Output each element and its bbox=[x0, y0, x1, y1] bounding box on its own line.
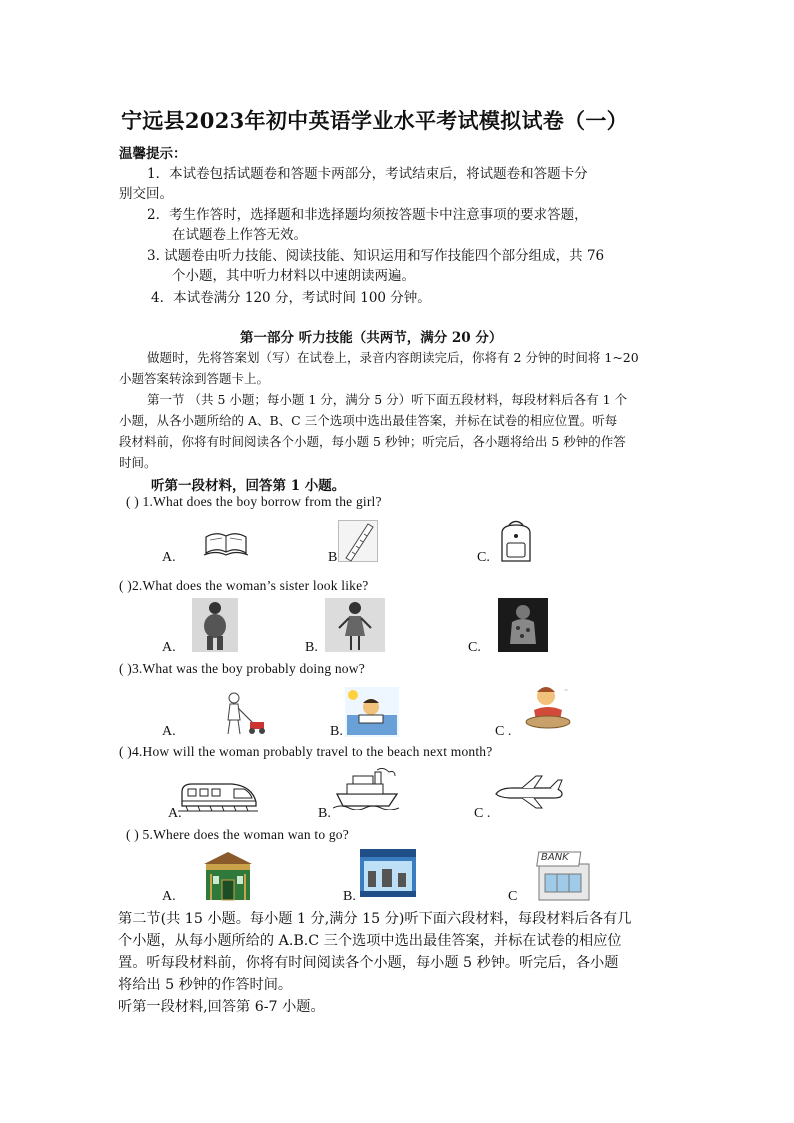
reminder-item: 个小题，其中听力材料以中速朗读两遍。 bbox=[172, 268, 415, 284]
option-label: A. bbox=[162, 889, 176, 904]
ship-icon bbox=[333, 768, 401, 810]
option-label: C. bbox=[477, 550, 490, 565]
reminder-item: 在试题卷上作答无效。 bbox=[172, 227, 307, 243]
slim-girl-icon bbox=[325, 598, 385, 652]
library-building-icon bbox=[202, 850, 254, 902]
heavy-woman-icon bbox=[192, 598, 238, 652]
section2-instructions: 将给出 5 秒钟的作答时间。 bbox=[118, 977, 293, 993]
section2-instructions: 个小题，从每小题所给的 A.B.C 三个选项中选出最佳答案，并标在试卷的相应位 bbox=[118, 933, 622, 949]
part1-heading: 第一部分 听力技能（共两节，满分 20 分） bbox=[240, 330, 503, 346]
page-title: 宁远县2023年初中英语学业水平考试模拟试卷（一） bbox=[121, 108, 628, 133]
option-label: C. bbox=[468, 640, 481, 655]
ruler-icon bbox=[338, 520, 378, 562]
shop-building-icon bbox=[358, 847, 418, 899]
listen-first-material-section2: 听第一段材料,回答第 6-7 小题。 bbox=[118, 999, 325, 1015]
reminder-item: 1．本试卷包括试题卷和答题卡两部分，考试结束后，将试题卷和答题卡分 bbox=[147, 166, 588, 182]
option-label: B. bbox=[343, 889, 356, 904]
question-5: ( ) 5.Where does the woman wan to go? bbox=[126, 827, 349, 842]
question-3: ( )3.What was the boy probably doing now? bbox=[119, 661, 365, 676]
reminder-item: 3. 试题卷由听力技能、阅读技能、知识运用和写作技能四个部分组成，共 76 bbox=[147, 248, 605, 264]
bank-sign: BANK bbox=[541, 852, 569, 863]
option-label: A. bbox=[162, 640, 176, 655]
studying-boy-icon bbox=[345, 687, 399, 737]
section1-instructions: 段材料前，你将有时间阅读各个小题，每小题 5 秒钟；听完后，各小题将给出 5 秒钟的作答 bbox=[119, 434, 626, 449]
woman-in-coat-icon bbox=[498, 598, 548, 652]
option-label: B. bbox=[318, 806, 331, 821]
option-label: C bbox=[508, 889, 518, 904]
reminder-item: 4．本试卷满分 120 分，考试时间 100 分钟。 bbox=[151, 290, 431, 306]
option-label: A. bbox=[162, 550, 176, 565]
section1-instructions: 第一节 （共 5 小题；每小题 1 分，满分 5 分）听下面五段材料，每段材料后各有 1 个 bbox=[147, 392, 628, 407]
question-1: ( ) 1.What does the boy borrow from the girl? bbox=[126, 494, 382, 509]
option-label: A. bbox=[162, 724, 176, 739]
option-label: C . bbox=[495, 724, 512, 739]
train-icon bbox=[178, 776, 258, 816]
option-label: B bbox=[328, 550, 338, 565]
part1-intro: 做题时，先将答案划（写）在试卷上，录音内容朗读完后，你将有 2 分钟的时间将 1~20 bbox=[147, 350, 639, 365]
mowing-boy-icon bbox=[220, 690, 270, 736]
reminder-item: 2．考生作答时，选择题和非选择题均须按答题卡中注意事项的要求答题， bbox=[147, 207, 588, 223]
option-label: B. bbox=[305, 640, 318, 655]
section1-instructions: 时间。 bbox=[119, 455, 157, 470]
backpack-icon bbox=[495, 519, 537, 565]
airplane-icon bbox=[492, 774, 564, 810]
svg-text:~: ~ bbox=[564, 688, 569, 694]
option-label: B. bbox=[330, 724, 343, 739]
reminder-heading: 温馨提示： bbox=[119, 146, 187, 162]
section2-instructions: 置。听每段材料前，你将有时间阅读各个小题，每小题 5 秒钟。听完后，各小题 bbox=[118, 955, 619, 971]
listen-first-material: 听第一段材料，回答第 1 小题。 bbox=[151, 478, 346, 494]
option-label: A. bbox=[168, 806, 182, 821]
question-2: ( )2.What does the woman’s sister look like? bbox=[119, 578, 369, 593]
part1-intro: 小题答案转涂到答题卡上。 bbox=[119, 371, 270, 386]
option-label: C . bbox=[474, 806, 491, 821]
section2-instructions: 第二节(共 15 小题。每小题 1 分,满分 15 分)听下面六段材料，每段材料后各有几 bbox=[118, 911, 632, 927]
question-4: ( )4.How will the woman probably travel to the beach next month? bbox=[119, 744, 493, 759]
washing-dishes-boy-icon bbox=[520, 680, 576, 732]
section1-instructions: 小题，从各小题所给的 A、B、C 三个选项中选出最佳答案，并标在试卷的相应位置。听每 bbox=[119, 413, 618, 428]
reminder-item: 别交回。 bbox=[119, 186, 173, 202]
book-icon bbox=[202, 527, 250, 561]
